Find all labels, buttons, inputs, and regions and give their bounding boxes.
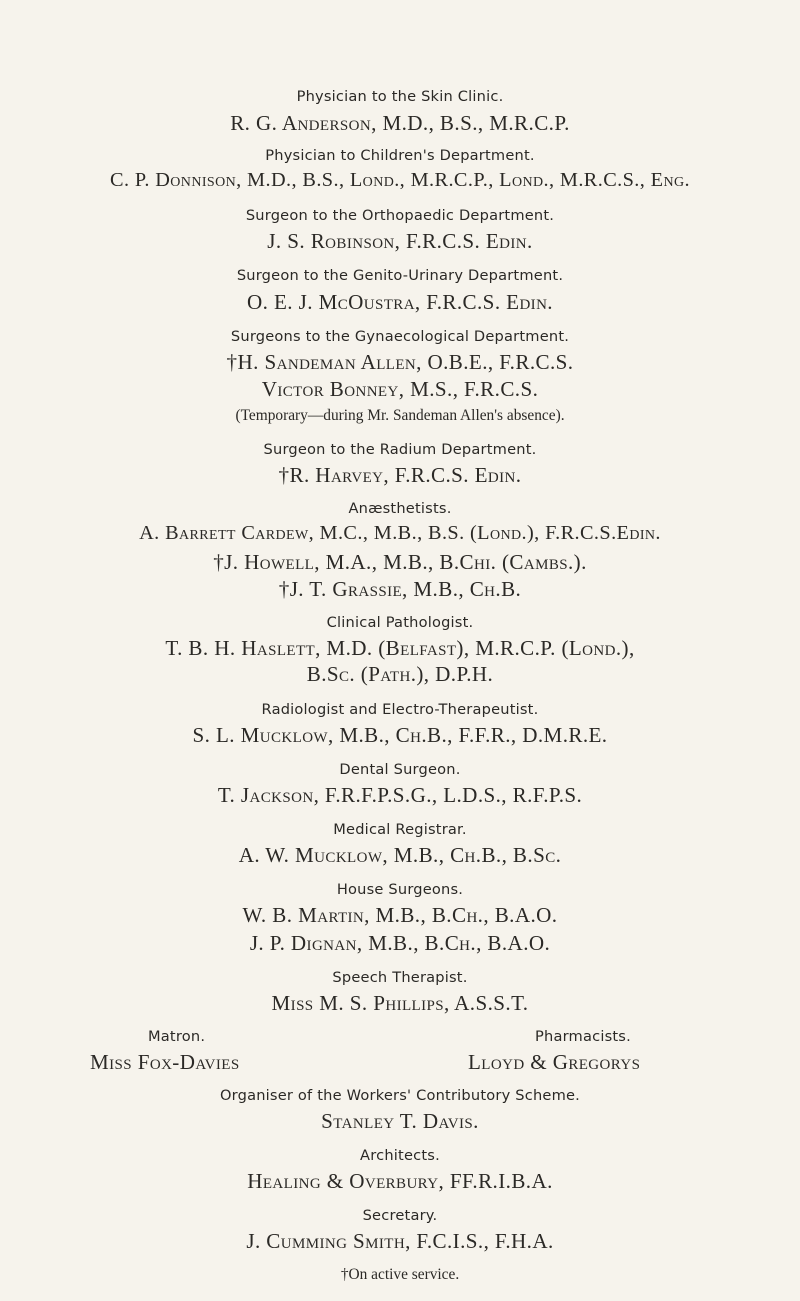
- radium-dept-surgeon: †R. Harvey, F.R.C.S. Edin.: [278, 462, 522, 487]
- radiologist-name: S. L. Mucklow, M.B., Ch.B., F.F.R., D.M.R.E.: [192, 722, 608, 747]
- ortho-dept-surgeon: J. S. Robinson, F.R.C.S. Edin.: [267, 229, 533, 254]
- pharmacists-name: Lloyd & Gregorys: [468, 1049, 641, 1074]
- anaesthetists-title: Anæsthetists.: [348, 499, 452, 517]
- architects-name: Healing & Overbury, FF.R.I.B.A.: [247, 1168, 553, 1193]
- anaesthetist-3: †J. T. Grassie, M.B., Ch.B.: [278, 577, 522, 602]
- active-service-footnote: †On active service.: [340, 1266, 460, 1283]
- gyn-dept-surgeon-1: †H. Sandeman Allen, O.B.E., F.R.C.S.: [226, 349, 574, 374]
- dental-surgeon: T. Jackson, F.R.F.P.S.G., L.D.S., R.F.P.S.: [217, 782, 583, 807]
- ortho-dept-title: Surgeon to the Orthopaedic Department.: [245, 206, 555, 224]
- pathologist-name-line-2: B.Sc. (Path.), D.P.H.: [306, 662, 494, 687]
- pharmacists-title: Pharmacists.: [535, 1028, 631, 1045]
- registrar-name: A. W. Mucklow, M.B., Ch.B., B.Sc.: [238, 842, 562, 867]
- architects-title: Architects.: [360, 1146, 440, 1164]
- skin-clinic-physician: R. G. Anderson, M.D., B.S., M.R.C.P.: [230, 110, 570, 135]
- skin-clinic-title: Physician to the Skin Clinic.: [296, 88, 504, 105]
- anaesthetist-2: †J. Howell, M.A., M.B., B.Chi. (Cambs.).: [213, 549, 587, 574]
- pathologist-name-line-1: T. B. H. Haslett, M.D. (Belfast), M.R.C.P. (Lond.),: [165, 635, 635, 660]
- children-dept-title: Physician to Children's Department.: [265, 147, 535, 165]
- dental-title: Dental Surgeon.: [339, 760, 461, 778]
- radium-dept-title: Surgeon to the Radium Department.: [263, 440, 537, 458]
- house-surgeon-1: W. B. Martin, M.B., B.Ch., B.A.O.: [242, 902, 558, 927]
- matron-name: Miss Fox-Davies: [90, 1049, 240, 1074]
- gyn-dept-surgeon-2: Victor Bonney, M.S., F.R.C.S.: [261, 377, 539, 402]
- gyn-dept-title: Surgeons to the Gynaecological Department.: [230, 327, 570, 345]
- speech-therapist-title: Speech Therapist.: [332, 968, 468, 986]
- organiser-title: Organiser of the Workers' Contributory Scheme.: [219, 1087, 581, 1105]
- secretary-name: J. Cumming Smith, F.C.I.S., F.H.A.: [246, 1228, 554, 1253]
- pathologist-title: Clinical Pathologist.: [326, 613, 474, 631]
- gyn-dept-note: (Temporary—during Mr. Sandeman Allen's absence).: [235, 406, 565, 424]
- speech-therapist-name: Miss M. S. Phillips, A.S.S.T.: [271, 990, 529, 1015]
- secretary-title: Secretary.: [362, 1206, 438, 1224]
- genito-dept-title: Surgeon to the Genito-Urinary Department.: [236, 266, 564, 284]
- genito-dept-surgeon: O. E. J. McOustra, F.R.C.S. Edin.: [247, 289, 553, 314]
- radiologist-title: Radiologist and Electro-Therapeutist.: [261, 700, 539, 718]
- registrar-title: Medical Registrar.: [333, 820, 467, 838]
- matron-title: Matron.: [148, 1028, 206, 1045]
- house-surgeon-2: J. P. Dignan, M.B., B.Ch., B.A.O.: [249, 930, 551, 955]
- children-dept-physician: C. P. Donnison, M.D., B.S., Lond., M.R.C.P., Lond., M.R.C.S., Eng.: [110, 169, 690, 192]
- organiser-name: Stanley T. Davis.: [321, 1109, 479, 1134]
- house-surgeons-title: House Surgeons.: [336, 880, 464, 898]
- anaesthetist-1: A. Barrett Cardew, M.C., M.B., B.S. (Lond.), F.R.C.S.Edin.: [139, 521, 661, 544]
